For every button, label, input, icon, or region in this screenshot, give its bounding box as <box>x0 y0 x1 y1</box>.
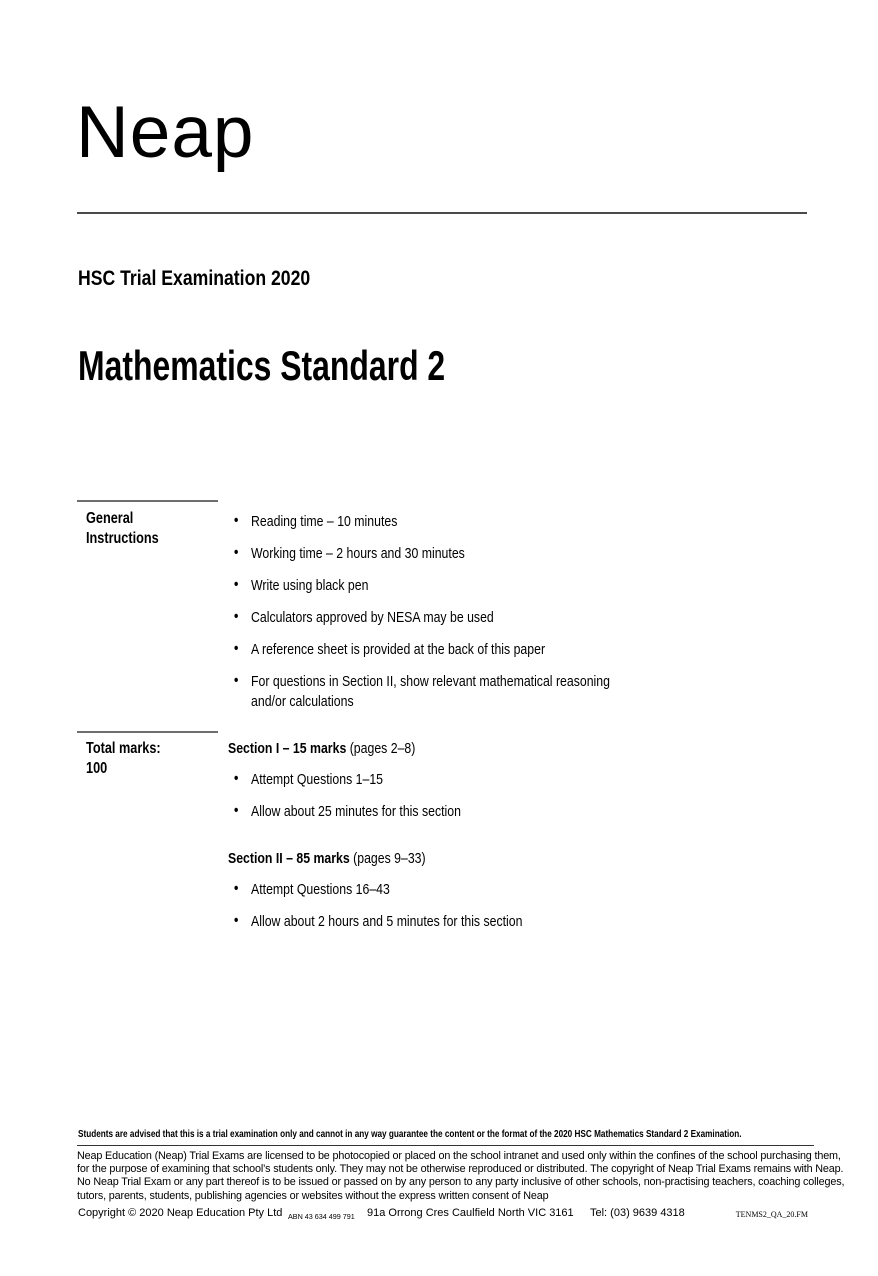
section1-heading-text <box>228 739 415 759</box>
license-paragraph <box>77 1150 844 1203</box>
instruction-item <box>233 672 610 712</box>
section2-item <box>233 912 522 932</box>
section1-heading <box>228 739 456 759</box>
total-marks-divider <box>77 731 218 733</box>
section1-item-text: Attempt Questions 1–15 <box>251 771 384 788</box>
address-text: 91a Orrong Cres Caulfield North VIC 3161 <box>367 1207 574 1219</box>
section1-item <box>233 770 461 790</box>
trial-exam-disclaimer <box>78 1128 878 1140</box>
instruction-text: For questions in Section II, show relevant mathematical reasoning <box>251 673 610 690</box>
general-instructions-list-squeeze <box>233 512 610 712</box>
footer-divider <box>77 1145 814 1146</box>
instruction-text: A reference sheet is provided at the back of this paper <box>251 641 546 658</box>
section1-list-squeeze <box>233 770 461 822</box>
section2-list-wrap <box>233 880 586 932</box>
document-code: TENMS2_QA_20.FM <box>735 1210 808 1219</box>
section2-list <box>233 880 522 932</box>
section1-heading-bold: Section I – 15 marks <box>228 740 347 757</box>
exam-series-title-text: HSC Trial Examination 2020 <box>78 266 311 290</box>
instruction-item <box>233 576 610 596</box>
section2-item <box>233 880 522 900</box>
total-marks-label-line1: Total marks: <box>86 740 161 757</box>
general-instructions-label <box>86 509 175 549</box>
license-line: tutors, parents, students, publishing agencies or websites without the express written consent of Neap <box>77 1189 549 1202</box>
total-marks-label <box>86 739 177 779</box>
copyright-text: Copyright © 2020 Neap Education Pty Ltd <box>78 1207 283 1219</box>
telephone-text: Tel: (03) 9639 4318 <box>590 1207 685 1219</box>
general-instructions-label-line1: General <box>86 510 134 527</box>
license-line: for the purpose of examining that school’s students only. They may not be otherwise reproduced or distributed. The copyright of Neap Trial Exams remains with Neap. <box>77 1163 844 1176</box>
section2-item-text: Attempt Questions 16–43 <box>251 881 390 898</box>
section2-heading-bold: Section II – 85 marks <box>228 850 350 867</box>
exam-subject-title-text: Mathematics Standard 2 <box>78 342 446 389</box>
instruction-item <box>233 640 610 660</box>
instruction-item <box>233 608 610 628</box>
header-divider <box>77 212 807 214</box>
abn-text: ABN 43 634 499 791 <box>288 1212 355 1221</box>
instruction-item <box>233 544 610 564</box>
neap-logo: Neap <box>76 92 255 173</box>
section2-heading <box>228 849 469 869</box>
license-line: No Neap Trial Exam or any part thereof is to be issued or passed on by any person to any party inclusive of other schools, non-practising teachers, coaching colleges, <box>77 1176 845 1189</box>
license-line: Neap Education (Neap) Trial Exams are licensed to be photocopied or placed on the school intranet and used only within the confines of the school purchasing them, <box>77 1150 841 1162</box>
general-instructions-list-wrap <box>233 512 693 712</box>
instruction-text: Working time – 2 hours and 30 minutes <box>251 545 465 562</box>
instruction-text: Calculators approved by NESA may be used <box>251 609 494 626</box>
exam-series-title <box>78 266 361 291</box>
section2-heading-pages: (pages 9–33) <box>353 850 426 867</box>
section2-item-text: Allow about 2 hours and 5 minutes for this section <box>251 913 523 930</box>
total-marks-value: 100 <box>86 760 108 777</box>
general-instructions-divider <box>77 500 218 502</box>
section1-heading-pages: (pages 2–8) <box>349 740 416 757</box>
section1-item <box>233 802 461 822</box>
instruction-text: Reading time – 10 minutes <box>251 513 398 530</box>
section1-list-wrap <box>233 770 511 822</box>
instruction-text: Write using black pen <box>251 577 369 594</box>
instruction-text-continuation: and/or calculations <box>251 693 354 710</box>
trial-exam-disclaimer-text: Students are advised that this is a trial examination only and cannot in any way guarantee the content or the format of the 2020 HSC Mathematics Standard 2 Examination. <box>78 1128 742 1140</box>
section2-list-squeeze <box>233 880 522 932</box>
general-instructions-list <box>233 512 610 712</box>
exam-subject-title <box>78 342 561 390</box>
instruction-item <box>233 512 610 532</box>
general-instructions-label-line2: Instructions <box>86 530 159 547</box>
section2-heading-text <box>228 849 426 869</box>
section1-list <box>233 770 461 822</box>
section1-item-text: Allow about 25 minutes for this section <box>251 803 461 820</box>
